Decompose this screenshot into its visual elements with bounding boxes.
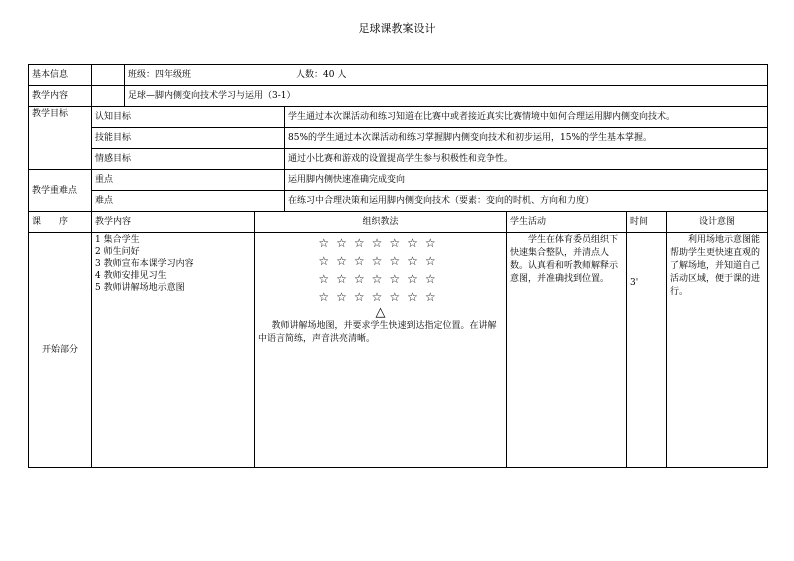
start-content-list [92, 233, 255, 468]
key-name: 难点 [92, 191, 285, 212]
header-intent: 设计意图 [667, 212, 768, 233]
key-text: 在练习中合理决策和运用脚内侧变向技术（要素：变向的时机、方向和力度） [285, 191, 768, 212]
formation-diagram [258, 234, 503, 320]
student-star-row: ☆☆☆☆☆☆☆ [318, 236, 443, 250]
student-star-row: ☆☆☆☆☆☆☆ [318, 272, 443, 286]
goal-row [29, 107, 768, 128]
list-item: 4 教师安排见习生 [95, 271, 167, 281]
goal-row [29, 149, 768, 170]
goal-row [29, 128, 768, 149]
header-method: 组织教法 [255, 212, 507, 233]
student-star-row: ☆☆☆☆☆☆☆ [318, 290, 443, 304]
student-star-row: ☆☆☆☆☆☆☆ [318, 254, 443, 268]
list-item: 2 师生问好 [95, 247, 140, 257]
list-item: 3 教师宣布本课学习内容 [95, 259, 194, 269]
basic-info-label: 基本信息 [29, 65, 92, 86]
list-item: 5 教师讲解场地示意图 [95, 283, 185, 293]
start-section-row [29, 233, 768, 468]
header-content: 教学内容 [92, 212, 255, 233]
basic-info-blank [92, 65, 125, 86]
key-text: 运用脚内侧快速准确完成变向 [285, 170, 768, 191]
start-label: 开始部分 [29, 233, 92, 468]
goal-text: 学生通过本次课活动和练习知道在比赛中或者接近真实比赛情境中如何合理运用脚内侧变向技术。 [285, 107, 768, 128]
list-item: 1 集合学生 [95, 235, 140, 245]
goal-name: 认知目标 [92, 107, 285, 128]
goal-name: 技能目标 [92, 128, 285, 149]
content-label: 教学内容 [29, 86, 92, 107]
method-text: 教师讲解场地图，并要求学生快速到达指定位置。在讲解中语言简练，声音洪亮清晰。 [258, 321, 497, 344]
goal-text: 85%的学生通过本次课活动和练习掌握脚内侧变向技术和初步运用，15%的学生基本掌握。 [285, 128, 768, 149]
lesson-plan-table [28, 64, 768, 468]
start-method [255, 233, 507, 468]
intent-text: 利用场地示意图能帮助学生更快速直观的了解场地，并知道自己活动区域，便于课的进行。 [667, 233, 768, 468]
keys-label: 教学重难点 [29, 170, 92, 212]
class-text: 班级：四年级班 [128, 70, 192, 80]
goal-name: 情感目标 [92, 149, 285, 170]
student-activity-text: 学生在体育委员组织下快速集合整队，并清点人数。认真看和听教师解释示意图，并准确找到位置。 [507, 233, 627, 468]
basic-info-row [29, 65, 768, 86]
goal-text: 通过小比赛和游戏的设置提高学生参与积极性和竞争性。 [285, 149, 768, 170]
key-row [29, 170, 768, 191]
header-sequence: 课 序 [29, 212, 92, 233]
header-student: 学生活动 [507, 212, 627, 233]
key-name: 重点 [92, 170, 285, 191]
count-text: 人数：40 人 [296, 70, 347, 80]
time-value: 3' [627, 233, 667, 468]
goals-label: 教学目标 [29, 107, 92, 170]
key-row [29, 191, 768, 212]
document-title: 足球课教案设计 [358, 22, 436, 35]
basic-info-value [125, 65, 768, 86]
content-row [29, 86, 768, 107]
content-blank [92, 86, 125, 107]
content-value: 足球—脚内侧变向技术学习与运用（3-1） [125, 86, 768, 107]
teacher-triangle-icon: △ [375, 305, 386, 320]
header-row [29, 212, 768, 233]
header-time: 时间 [627, 212, 667, 233]
